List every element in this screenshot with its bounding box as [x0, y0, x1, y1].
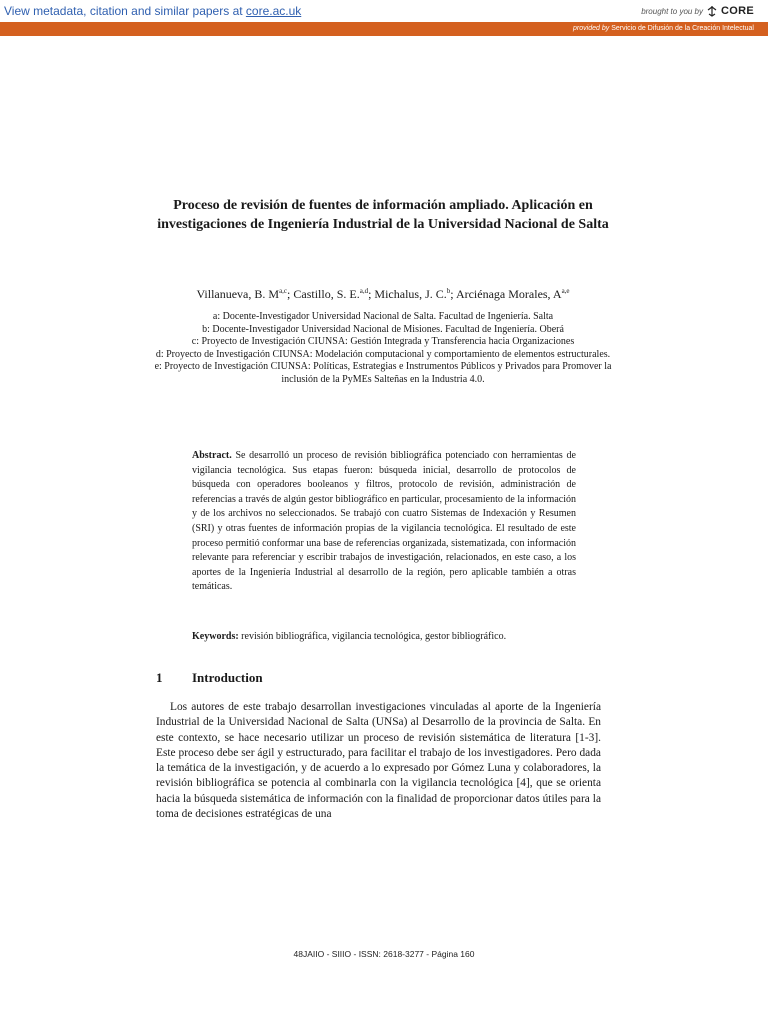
brought-by-text: brought to you by — [641, 6, 704, 16]
metadata-link[interactable] — [4, 4, 301, 18]
affiliation-d: d: Proyecto de Investigación CIUNSA: Modelación computacional y comportamiento de elementos estructurales. — [155, 348, 611, 360]
keywords — [192, 630, 576, 644]
affiliation-b: b: Docente-Investigador Universidad Nacional de Misiones. Facultad de Ingeniería. Oberá — [202, 323, 564, 335]
author-name: Arciénaga Morales, A — [455, 287, 562, 301]
keywords-label: Keywords: — [192, 631, 239, 642]
metadata-prefix: View metadata, citation and similar papers at — [4, 4, 246, 18]
author-list: Villanueva, B. M$^{a,c}$; Castillo, S. E.$^{a,d}$; Michalus, J. C.$^b$; Arciénaga Morales, A$^{a,e}$ — [196, 287, 570, 301]
core-header-bar — [0, 0, 768, 22]
affiliation-e: e: Proyecto de Investigación CIUNSA: Políticas, Estrategias e Instrumentos Públicos y Privados para Promover la inclusión de la PyMEs Salteñas en la Industria 4.0. — [154, 361, 612, 385]
author-name: Castillo, S. E. — [293, 287, 360, 301]
provided-by-source: Servicio de Difusión de la Creación Intelectual — [611, 25, 754, 32]
provided-by-link[interactable] — [573, 25, 754, 32]
paper-title: Proceso de revisión de fuentes de información ampliado. Aplicación en investigaciones de Ingeniería Industrial de la Universidad Nacional de Salta — [157, 198, 609, 232]
section-heading — [156, 669, 556, 686]
author-name: Villanueva, B. M — [196, 287, 280, 301]
core-logo-icon — [706, 5, 718, 17]
author-name: Michalus, J. C. — [374, 287, 447, 301]
abstract-text: Se desarrolló un proceso de revisión bibliográfica potenciado con herramientas de vigilancia tecnológica. Sus etapas fueron: búsqueda inicial, desarrollo de protocolos de búsqueda con operadores booleanos y filtros, protocolo de revisión, administración de referencias a través de algún gestor bibliográfico en particular, procesamiento de la información y de los archivos no seleccionados. Se trabajó con cuatro Sistemas de Indexación y Resumen (SRI) y otras fuentes de información propias de la vigilancia tecnológica. El resultado de este proceso permitió conformar una base de referencias organizada, sistematizada, con información relevante para referenciar y escribir trabajos de investigación, relacionados, en este caso, a los aportes de la Ingeniería Industrial al desarrollo de la región, pero aplicable también a otras temáticas. — [192, 450, 577, 593]
provided-by-prefix: provided by — [573, 25, 610, 32]
core-logo-text: CORE — [721, 5, 754, 17]
affiliations — [150, 311, 616, 387]
author-affiliation-mark: a,e — [561, 287, 570, 295]
keywords-text: revisión bibliográfica, vigilancia tecnológica, gestor bibliográfico. — [241, 631, 507, 642]
affiliation-c: c: Proyecto de Investigación CIUNSA: Gestión Integrada y Transferencia hacia Organizaciones — [191, 336, 575, 348]
section-number: 1 — [156, 670, 163, 685]
introduction-paragraph: Los autores de este trabajo desarrollan investigaciones vinculadas al aporte de la Ingeniería Industrial de la Universidad Nacional de Salta (UNSa) al Desarrollo de la provincia de Salta. En este contexto, se hace necesario utilizar un proceso de revisión sistemática de literatura [1-3]. Este proceso debe ser ágil y estructurado, para facilitar el trabajo de los investigadores. Pero dada la temática de la investigación, y de acuerdo a lo expresado por Gómez Luna y colaboradores, la revisión bibliográfica se potencia al combinarla con la vigilancia tecnológica [4], que se orienta hacia la búsqueda sistemática de información con la finalidad de proporcionar datos útiles para la toma de decisiones estratégicas de una — [156, 701, 601, 821]
section-title: Introduction — [192, 670, 263, 685]
abstract-label: Abstract. — [192, 450, 232, 461]
author-affiliation-mark: b — [446, 287, 451, 295]
page-footer: 48JAIIO - SIIIO - ISSN: 2618-3277 - Página 160 — [293, 949, 475, 959]
author-affiliation-mark: a,c — [279, 287, 288, 295]
affiliation-a: a: Docente-Investigador Universidad Nacional de Salta. Facultad de Ingeniería. Salta — [212, 311, 554, 322]
core-ac-uk-link[interactable]: core.ac.uk — [245, 4, 302, 18]
author-affiliation-mark: a,d — [359, 287, 369, 295]
abstract — [192, 449, 576, 595]
brought-to-you-by[interactable] — [641, 5, 754, 17]
